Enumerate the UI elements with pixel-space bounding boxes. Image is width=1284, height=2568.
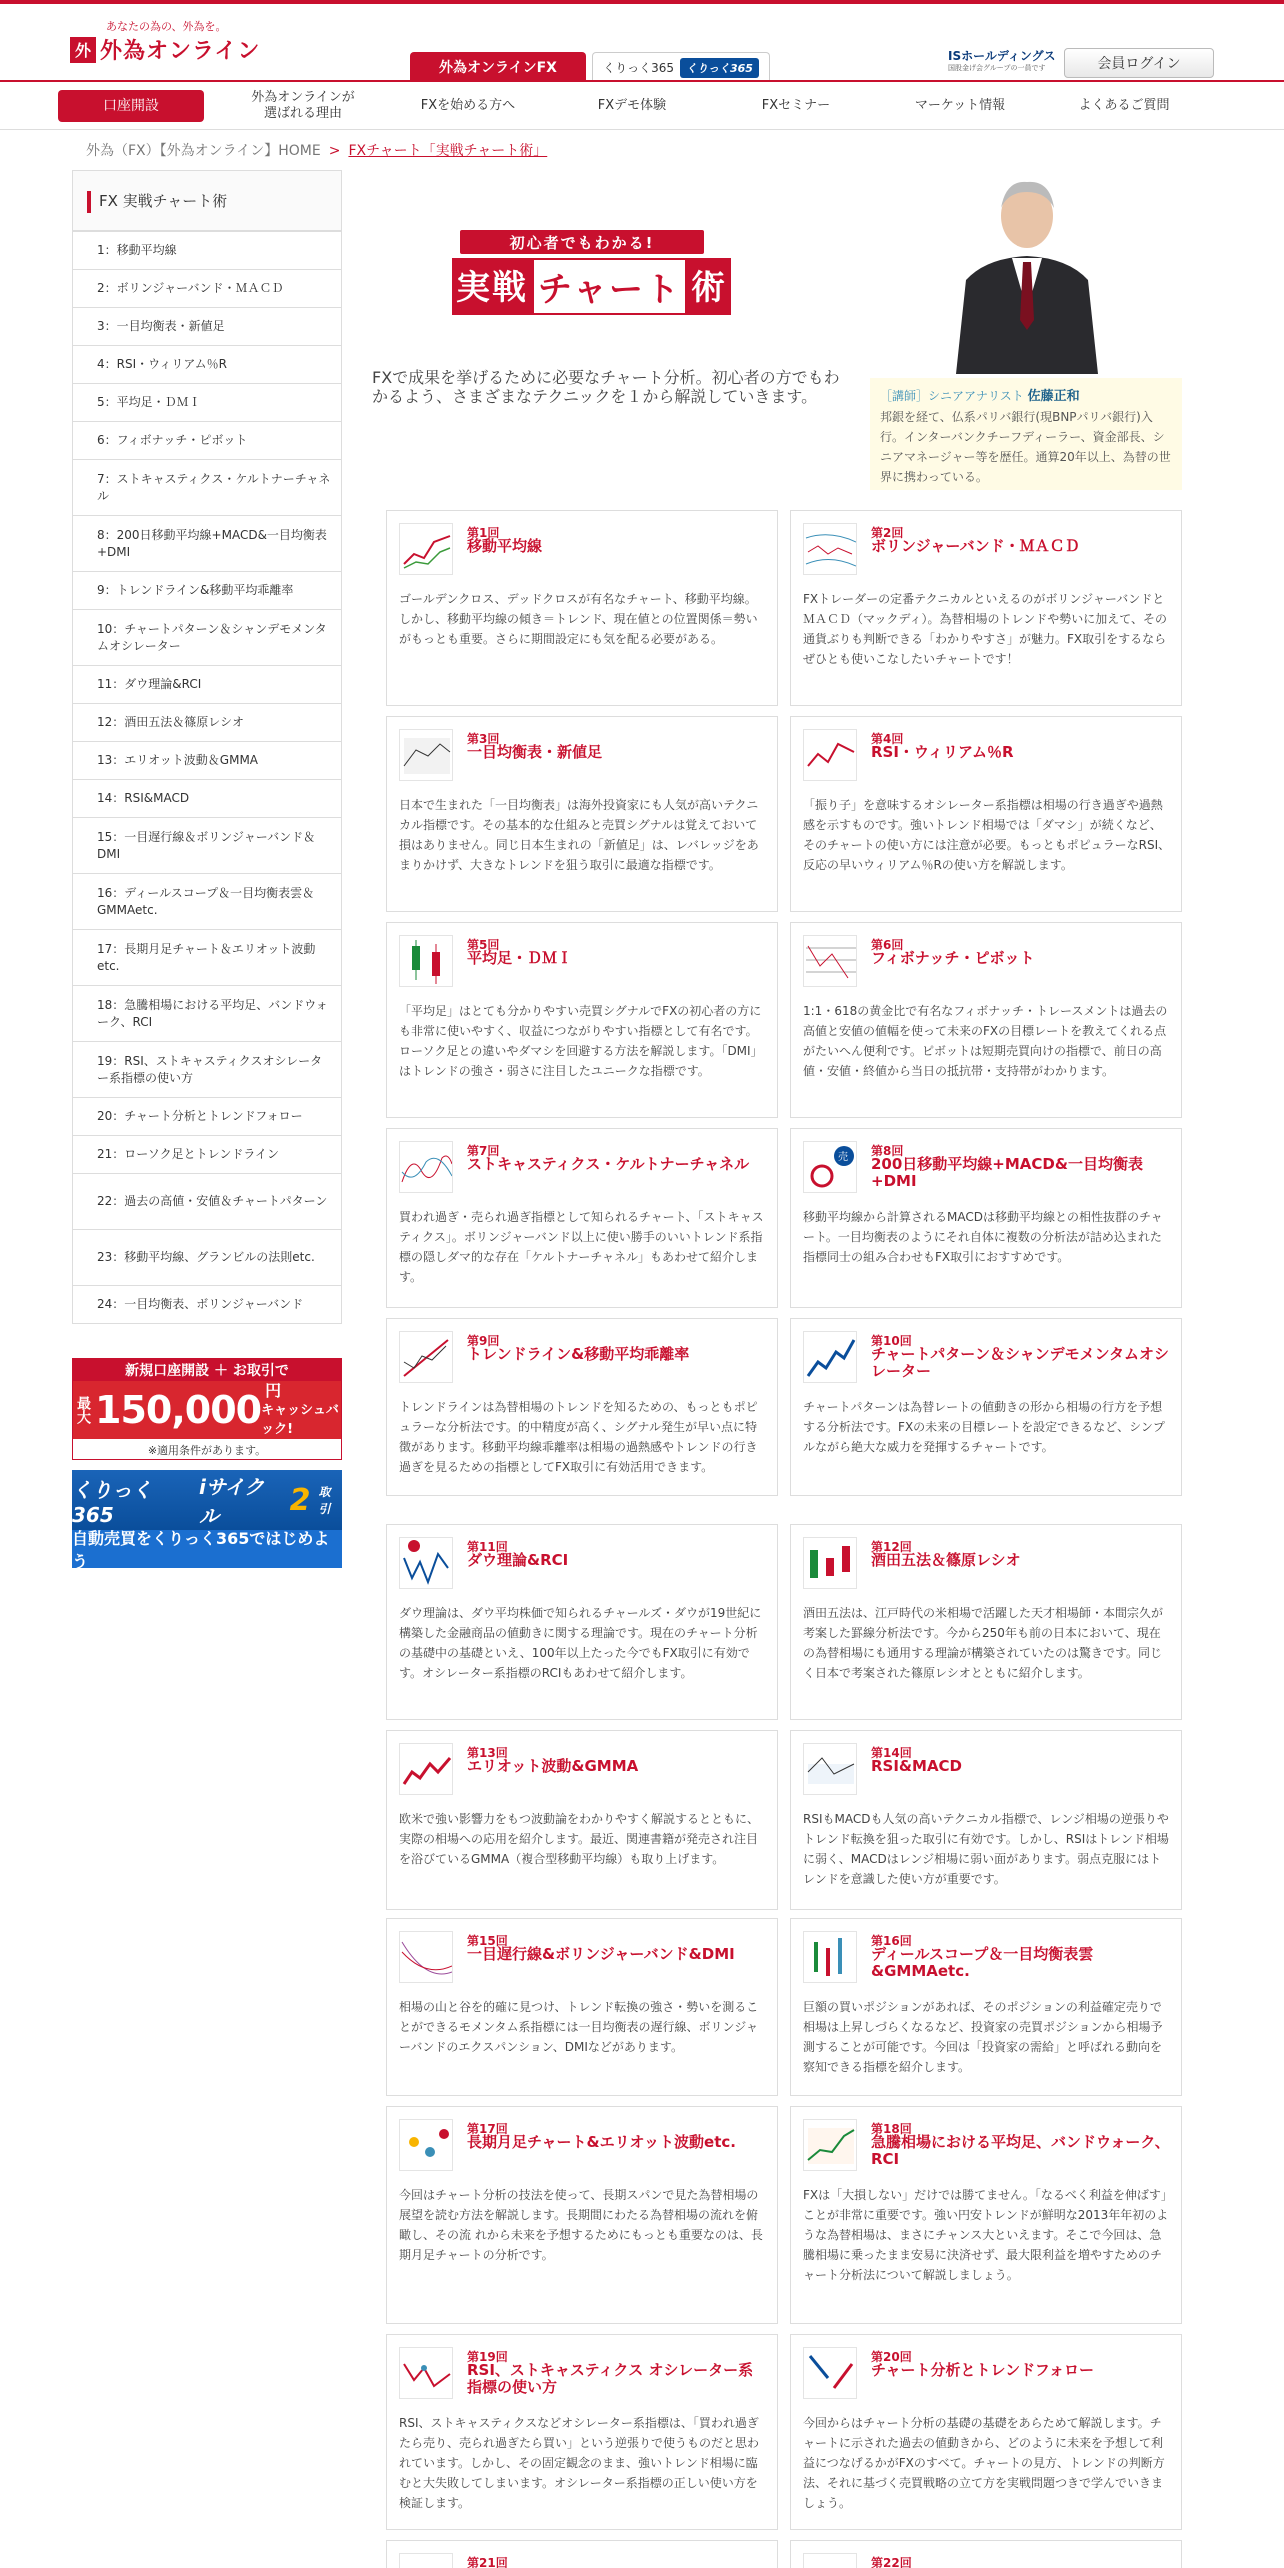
lesson-card-8[interactable] bbox=[790, 1128, 1182, 1308]
holdings-sub: 国股金げ会グループの一員です bbox=[948, 64, 1046, 72]
nav-faq[interactable]: よくあるご質問 bbox=[1078, 98, 1170, 113]
heikin-ashi-icon bbox=[399, 935, 453, 987]
hero-title-1: 実戦 bbox=[452, 258, 532, 315]
lesson-description: ダウ理論は、ダウ平均株価で知られるチャールズ・ダウが19世紀に構築した金融商品の値動きに関する理論です。現在のチャート分析の基礎中の基礎といえ、100年以上たった今でもFX取引に有効です。オシレーター系指標のRCIもあわせて紹介します。 bbox=[399, 1606, 762, 1680]
instructor-name: 佐藤正和 bbox=[1027, 389, 1080, 404]
breadcrumb-current[interactable]: FXチャート「実戦チャート術」 bbox=[348, 143, 548, 159]
lesson-title[interactable]: チャートパターン＆シャンデモメンタムオシレーター bbox=[871, 1345, 1170, 1380]
isycle-suffix: 取引 bbox=[318, 1485, 331, 1516]
lesson-card-14[interactable] bbox=[790, 1730, 1182, 1910]
lesson-description: 「平均足」はとても分かりやすい売買シグナルでFXの初心者の方にも非常に使いやすく、収益につながりやすい指標として有名です。ローソク足との違いやダマシを回避する方法を解説します。「DMI」はトレンドの強さ・弱さに注目したユニークな指標です。 bbox=[399, 1004, 763, 1078]
site-logo[interactable] bbox=[70, 34, 260, 65]
dow-theory-icon bbox=[399, 1537, 453, 1589]
lesson-title[interactable]: 移動平均線 bbox=[467, 537, 543, 555]
lesson-title[interactable]: エリオット波動&GMMA bbox=[467, 1757, 639, 1775]
lesson-number: 第3回 bbox=[467, 732, 500, 746]
cashback-max: 最大 bbox=[75, 1396, 91, 1424]
cashback-label: キャッシュバック! bbox=[261, 1403, 339, 1437]
cashback-value: 150,000 bbox=[95, 1388, 262, 1432]
lesson-card-1[interactable] bbox=[386, 510, 778, 706]
lesson-description: 「振り子」を意味するオシレーター系指標は相場の行き過ぎや過熱感を示すものです。強いトレンド相場では「ダマシ」が続くなど、そのチャートの使い方には注意が必要。もっともポピュラーなRSI、反応の早いウィリアム％Rの使い方を解説します。 bbox=[803, 798, 1171, 872]
lesson-description: 買われ過ぎ・売られ過ぎ指標として知られるチャート、「ストキャスティクス」。ボリンジャーバンド以上に使い勝手のいいトレンド系指標の隠しダマ的な存在「ケルトナーチャネル」もあわせて紹介します。 bbox=[399, 1210, 764, 1284]
sidebar-item-12[interactable]: 12：酒田五法＆篠原レシオ bbox=[72, 704, 342, 742]
lesson-number: 第18回 bbox=[871, 2122, 912, 2136]
lesson-number: 第11回 bbox=[467, 1540, 508, 1554]
lesson-description: 欧米で強い影響力をもつ波動論をわかりやすく解説するとともに、実際の相場への応用を紹介します。最近、関連書籍が発売され注目を浴びているGMMA（複合型移動平均線）も取り上げます。 bbox=[399, 1812, 760, 1866]
lesson-title[interactable]: RSI&MACD bbox=[871, 1757, 963, 1775]
lesson-title[interactable]: 酒田五法＆篠原レシオ bbox=[871, 1551, 1021, 1569]
rsi-macd-chart-icon bbox=[803, 1743, 857, 1795]
lesson-card-3[interactable] bbox=[386, 716, 778, 912]
sidebar-item-1[interactable]: 1：移動平均線 bbox=[72, 232, 342, 270]
buy-sell-chart-icon bbox=[803, 1141, 857, 1193]
sidebar-list bbox=[72, 232, 342, 1324]
lesson-title[interactable]: 一目均衡表・新値足 bbox=[467, 743, 603, 761]
lesson-description: チャートパターンは為替レートの値動きの形から相場の行方を予想する分析法です。FXの未来の目標レートを設定できるなど、シンプルながら絶大な威力を発揮するチャートです。 bbox=[803, 1400, 1165, 1454]
lesson-card-12[interactable] bbox=[790, 1524, 1182, 1720]
lesson-description: 相場の山と谷を的確に見つけ、トレンド転換の強さ・勢いを測ることができるモメンタム系指標には一目均衡表の遅行線、ボリンジャーバンドのエクスパンション、DMIなどがあります。 bbox=[399, 2000, 759, 2054]
lesson-title[interactable]: ストキャスティクス・ケルトナーチャネル bbox=[467, 1155, 750, 1173]
sidebar-item-24[interactable]: 24：一目均衡表、ボリンジャーバンド bbox=[72, 1286, 342, 1324]
cashback-yen: 円 bbox=[265, 1381, 282, 1400]
site-header bbox=[0, 4, 1284, 80]
sidebar-item-21[interactable]: 21：ローソク足とトレンドライン bbox=[72, 1136, 342, 1174]
ichimoku-chart-icon bbox=[399, 729, 453, 781]
lesson-description: 今回からはチャート分析の基礎の基礎をあらためて解説します。チャートに示された過去の値動きから、どのように未来を予想して利益につなげるかがFXのすべて。チャートの見方、トレンドの判断方法、それに基づく売買戦略の立て方を実戦問題つきで学んでいきましょう。 bbox=[803, 2416, 1165, 2510]
lesson-description: FXは「大損しない」だけでは勝てません。「なるべく利益を伸ばす」ことが非常に重要です。強い円安トレンドが鮮明な2013年年初のような為替相場は、まさにチャンス大といえます。そこで今回は、急騰相場に乗ったまま安易に決済せず、最大限利益を増やすためのチャート分析法について解説しましょう。 bbox=[803, 2188, 1169, 2282]
sidebar-item-7[interactable]: 7：ストキャスティクス・ケルトナーチャネル bbox=[72, 460, 342, 516]
hero-description: FXで成果を挙げるために必要なチャート分析。初心者の方でもわかるよう、さまざまなテクニックを１から解説していきます。 bbox=[372, 368, 840, 406]
lesson-number: 第9回 bbox=[467, 1334, 500, 1348]
candlestick-chart-icon bbox=[399, 523, 453, 575]
instructor-box bbox=[870, 378, 1182, 490]
lesson-number: 第15回 bbox=[467, 1934, 508, 1948]
lesson-number: 第20回 bbox=[871, 2350, 912, 2364]
lesson-number: 第1回 bbox=[467, 526, 500, 540]
lesson-card-10[interactable] bbox=[790, 1318, 1182, 1496]
lesson-card-11[interactable] bbox=[386, 1524, 778, 1720]
lesson-title[interactable]: ボリンジャーバンド・ＭＡＣＤ bbox=[871, 537, 1080, 555]
lesson-card-22[interactable] bbox=[790, 2540, 1182, 2568]
lesson-number: 第2回 bbox=[871, 526, 904, 540]
member-login-button[interactable]: 会員ログイン bbox=[1064, 48, 1214, 78]
hero-title-2: チャート bbox=[532, 258, 687, 315]
sidebar-item-4[interactable]: 4：RSI・ウィリアム％R bbox=[72, 346, 342, 384]
lesson-description: 1:1・618の黄金比で有名なフィボナッチ・トレースメントは過去の高値と安値の値幅を使って未来のFXの目標レートを教えてくれる点がたいへん便利です。ピボットは短期売買向けの指標で、前日の高値・安値・終値から当日の抵抗帯・支持帯がわかります。 bbox=[803, 1004, 1168, 1078]
lesson-description: 今回はチャート分析の技法を使って、長期スパンで見た為替相場の展望を読む方法を解説します。長期間にわたる為替相場の流れを俯瞰し、その流 れから未来を予想するためにもっとも重要なのは、長期月足チャートの分析です。 bbox=[399, 2188, 763, 2262]
lesson-description: FXトレーダーの定番テクニカルといえるのがボリンジャーバンドとＭＡＣＤ（マックディ）。為替相場のトレンドや勢いに加えて、その通貨ぶりも判断できる「わかりやすさ」が魅力。FX取引をするならぜひとも使いこなしたいチャートです！ bbox=[803, 592, 1168, 666]
lesson-title[interactable]: 平均足・ＤＭＩ bbox=[467, 949, 573, 967]
tab-click365[interactable] bbox=[592, 52, 770, 82]
isycle-brand: くりっく365 bbox=[72, 1477, 152, 1527]
sidebar-item-9[interactable]: 9：トレンドライン&移動平均乖離率 bbox=[72, 572, 342, 610]
isycle-banner-top bbox=[72, 1470, 342, 1530]
lesson-card-13[interactable] bbox=[386, 1730, 778, 1910]
lesson-card-5[interactable] bbox=[386, 922, 778, 1118]
lesson-title[interactable]: 急騰相場における平均足、バンドウォーク、RCI bbox=[871, 2133, 1170, 2168]
lesson-card-19[interactable] bbox=[386, 2334, 778, 2530]
sidebar bbox=[72, 170, 342, 1324]
elliott-wave-icon bbox=[399, 1743, 453, 1795]
nav-why-choose[interactable]: 外為オンラインが 選ばれる理由 bbox=[251, 90, 355, 121]
candle-icon bbox=[399, 2553, 453, 2568]
lesson-title[interactable]: ダウ理論&RCI bbox=[467, 1551, 569, 1569]
lesson-title[interactable]: RSI、ストキャスティクス オシレーター系指標の使い方 bbox=[467, 2361, 754, 2396]
lesson-number: 第4回 bbox=[871, 732, 904, 746]
instructor-photo-icon bbox=[946, 170, 1108, 374]
sidebar-item-13[interactable]: 13：エリオット波動＆GMMA bbox=[72, 742, 342, 780]
cashback-banner-top: 新規口座開設 ＋ お取引で bbox=[73, 1359, 341, 1381]
lesson-card-15[interactable] bbox=[386, 1918, 778, 2096]
lesson-number: 第7回 bbox=[467, 1144, 500, 1158]
lesson-number: 第5回 bbox=[467, 938, 500, 952]
nav-demo[interactable]: FXデモ体験 bbox=[597, 98, 667, 113]
lesson-number: 第22回 bbox=[871, 2556, 912, 2568]
lesson-description: 日本で生まれた「一目均衡表」は海外投資家にも人気が高いテクニカル指標です。その基本的な仕組みと売買シグナルは覚えておいて損はありません。同じ日本生まれの「新値足」は、レバレッジをあまりかけず、大きなトレンドを狙う取引に最適な指標です。 bbox=[399, 798, 759, 872]
sidebar-item-17[interactable]: 17：長期月足チャート＆エリオット波動etc. bbox=[72, 930, 342, 986]
hero-title bbox=[452, 258, 731, 315]
breadcrumb-separator: > bbox=[328, 143, 341, 159]
breadcrumb bbox=[86, 140, 547, 160]
lesson-number: 第17回 bbox=[467, 2122, 508, 2136]
fibonacci-chart-icon bbox=[803, 935, 857, 987]
holdings-logo bbox=[948, 50, 1056, 74]
bollinger-chart-icon bbox=[803, 523, 857, 575]
sidebar-item-15[interactable]: 15：一目遅行線＆ボリンジャーバンド＆DMI bbox=[72, 818, 342, 874]
lesson-card-9[interactable] bbox=[386, 1318, 778, 1496]
lesson-number: 第8回 bbox=[871, 1144, 904, 1158]
sidebar-item-2[interactable]: 2：ボリンジャーバンド・ＭＡＣＤ bbox=[72, 270, 342, 308]
cashback-banner-amount bbox=[73, 1381, 341, 1439]
lesson-description: 移動平均線から計算されるMACDは移動平均線との相性抜群のチャート。一目均衡表のようにそれ自体に複数の分析法が詰め込まれた指標同士の組み合わせもFX取引におすすめです。 bbox=[803, 1210, 1163, 1264]
sidebar-item-23[interactable]: 23：移動平均線、グランビルの法則etc. bbox=[72, 1230, 342, 1286]
lesson-title[interactable]: 一目遅行線&ボリンジャーバンド&DMI bbox=[467, 1945, 735, 1963]
isycle-product: iサイクル bbox=[199, 1475, 265, 1528]
lesson-card-7[interactable] bbox=[386, 1128, 778, 1308]
instructor-role: ［講師］シニアアナリスト bbox=[880, 389, 1024, 403]
sidebar-item-3[interactable]: 3：一目均衡表・新値足 bbox=[72, 308, 342, 346]
trendline-icon bbox=[399, 1331, 453, 1383]
lesson-number: 第6回 bbox=[871, 938, 904, 952]
lesson-card-6[interactable] bbox=[790, 922, 1182, 1118]
lesson-description: RSI、ストキャスティクスなどオシレーター系指標は、「買われ過ぎたら売り、売られ過ぎたら買い」という逆張りで使うものだと思われています。しかし、その固定観念のまま、強いトレンド相場に臨むと大失敗してしまいます。オシレーター系指標の正しい使い方を検証します。 bbox=[399, 2416, 760, 2510]
hero-subtitle: 初心者でもわかる! bbox=[460, 230, 704, 254]
lesson-card-17[interactable] bbox=[386, 2106, 778, 2324]
lesson-title[interactable]: フィボナッチ・ピボット bbox=[871, 949, 1035, 967]
lesson-title[interactable]: ディールスコープ＆一目均衡表雲&GMMAetc. bbox=[871, 1945, 1094, 1980]
monthly-chart-icon bbox=[399, 2119, 453, 2171]
lesson-description: 酒田五法は、江戸時代の米相場で活躍した天才相場師・本間宗久が考案した罫線分析法です。今から250年も前の日本において、現在の為替相場にも通用する理論が構築されていたのは驚きです。同じく日本で考案された篠原レシオとともに紹介します。 bbox=[803, 1606, 1164, 1680]
lesson-description: 巨額の買いポジションがあれば、そのポジションの利益確定売りで相場は上昇しづらくなるなど、投資家の売買ポジションから相場予測することが可能です。今回は「投資家の需給」と呼ばれる動向を察知できる指標を紹介します。 bbox=[803, 2000, 1163, 2074]
dealscope-chart-icon bbox=[803, 1931, 857, 1983]
lesson-number: 第10回 bbox=[871, 1334, 912, 1348]
lesson-number: 第19回 bbox=[467, 2350, 508, 2364]
lesson-card-2[interactable] bbox=[790, 510, 1182, 706]
lesson-card-16[interactable] bbox=[790, 1918, 1182, 2096]
sidebar-item-20[interactable]: 20：チャート分析とトレンドフォロー bbox=[72, 1098, 342, 1136]
lesson-title[interactable]: RSI・ウィリアム％R bbox=[871, 743, 1014, 761]
sakata-candles-icon bbox=[803, 1537, 857, 1589]
logo-mark-icon: 外 bbox=[70, 37, 96, 63]
nav-account-open[interactable]: 口座開設 bbox=[58, 90, 204, 122]
lesson-card-4[interactable] bbox=[790, 716, 1182, 912]
oscillator-chart-icon bbox=[399, 2347, 453, 2399]
rsi-line-icon bbox=[803, 729, 857, 781]
lesson-card-18[interactable] bbox=[790, 2106, 1182, 2324]
sidebar-title: FX 実戦チャート術 bbox=[72, 170, 342, 232]
logo-tagline: あなたの為の、外為を。 bbox=[106, 20, 227, 33]
lesson-number: 第14回 bbox=[871, 1746, 912, 1760]
isycle-banner-bottom: 自動売買をくりっく365ではじめよう bbox=[72, 1530, 342, 1568]
tab-gaitame-fx[interactable]: 外為オンラインFX bbox=[410, 52, 586, 82]
lesson-card-20[interactable] bbox=[790, 2334, 1182, 2530]
holdings-name: ISホールディングス bbox=[948, 49, 1056, 63]
nav-market-info[interactable]: マーケット情報 bbox=[914, 98, 1006, 113]
lesson-title[interactable]: チャート分析とトレンドフォロー bbox=[871, 2361, 1094, 2379]
click365-isycle-banner[interactable] bbox=[72, 1470, 342, 1571]
chikou-span-icon bbox=[399, 1931, 453, 1983]
nav-beginners[interactable]: FXを始める方へ bbox=[420, 98, 516, 113]
instructor-bio: 邦銀を経て、仏系パリバ銀行(現BNPパリバ銀行)入行。インターバンクチーフディーラー、資金部長、シニアマネージャー等を歴任。通算20年以上、為替の世界に携わっている。 bbox=[880, 410, 1171, 484]
sidebar-item-8[interactable]: 8：200日移動平均線+MACD&一目均衡表+DMI bbox=[72, 516, 342, 572]
sidebar-item-11[interactable]: 11：ダウ理論&RCI bbox=[72, 666, 342, 704]
lesson-number: 第13回 bbox=[467, 1746, 508, 1760]
band-walk-chart-icon bbox=[803, 2119, 857, 2171]
lesson-title[interactable]: トレンドライン&移動平均乖離率 bbox=[467, 1345, 690, 1363]
sidebar-item-10[interactable]: 10：チャートパターン＆シャンデモメンタムオシレーター bbox=[72, 610, 342, 666]
chart-pattern-icon bbox=[803, 1331, 857, 1383]
logo-text: 外為オンライン bbox=[100, 39, 261, 64]
sidebar-item-22[interactable]: 22：過去の高値・安値＆チャートパターン bbox=[72, 1174, 342, 1230]
svg-text:売: 売 bbox=[838, 1152, 848, 1163]
breadcrumb-home[interactable]: 外為（FX）【外為オンライン】HOME bbox=[86, 143, 321, 159]
lesson-title[interactable]: 200日移動平均線+MACD&一目均衡表+DMI bbox=[871, 1155, 1143, 1190]
cashback-banner[interactable] bbox=[72, 1358, 342, 1460]
click365-badge-icon: くりっく365 bbox=[680, 58, 759, 78]
sidebar-item-16[interactable]: 16：ディールスコープ＆一目均衡表雲＆GMMAetc. bbox=[72, 874, 342, 930]
sidebar-item-6[interactable]: 6：フィボナッチ・ピボット bbox=[72, 422, 342, 460]
sidebar-item-19[interactable]: 19：RSI、ストキャスティクスオシレーター系指標の使い方 bbox=[72, 1042, 342, 1098]
stochastics-chart-icon bbox=[399, 1141, 453, 1193]
sidebar-item-18[interactable]: 18：急騰相場における平均足、バンドウォーク、RCI bbox=[72, 986, 342, 1042]
tab-click365-label: くりっく365 bbox=[603, 61, 674, 75]
lesson-description: RSIもMACDも人気の高いテクニカル指標で、レンジ相場の逆張りやトレンド転換を狙った取引に有効です。しかし、RSIはトレンド相場に弱く、MACDはレンジ相場に弱い面があります。弱点克服にはトレンドを意識した使い方が重要です。 bbox=[803, 1812, 1169, 1886]
pattern-icon bbox=[803, 2553, 857, 2568]
lesson-description: ゴールデンクロス、デッドクロスが有名なチャート、移動平均線。しかし、移動平均線の傾き＝トレンド、現在値との位置関係＝勢いがもっとも重要。さらに期間設定にも気を配る必要がある。 bbox=[399, 592, 758, 646]
main-nav bbox=[0, 80, 1284, 130]
lesson-title[interactable]: 長期月足チャート&エリオット波動etc. bbox=[467, 2133, 736, 2151]
hero-title-3: 術 bbox=[687, 258, 731, 315]
lesson-description: トレンドラインは為替相場のトレンドを知るための、もっともポピュラーな分析法です。的中精度が高く、シグナル発生が早い点に特徴があります。移動平均線乖離率は相場の過熱感やトレンドの行き過ぎを見るための指標としてFX取引に有効活用できます。 bbox=[399, 1400, 758, 1474]
lesson-number: 第16回 bbox=[871, 1934, 912, 1948]
isycle-num: 2 bbox=[289, 1482, 311, 1518]
sidebar-item-5[interactable]: 5：平均足・ＤＭＩ bbox=[72, 384, 342, 422]
nav-seminar[interactable]: FXセミナー bbox=[761, 98, 831, 113]
lesson-number: 第12回 bbox=[871, 1540, 912, 1554]
cashback-note: ※適用条件があります。 bbox=[147, 1444, 267, 1457]
trend-follow-icon bbox=[803, 2347, 857, 2399]
sidebar-item-14[interactable]: 14：RSI&MACD bbox=[72, 780, 342, 818]
lesson-number: 第21回 bbox=[467, 2556, 508, 2568]
lesson-card-21[interactable] bbox=[386, 2540, 778, 2568]
